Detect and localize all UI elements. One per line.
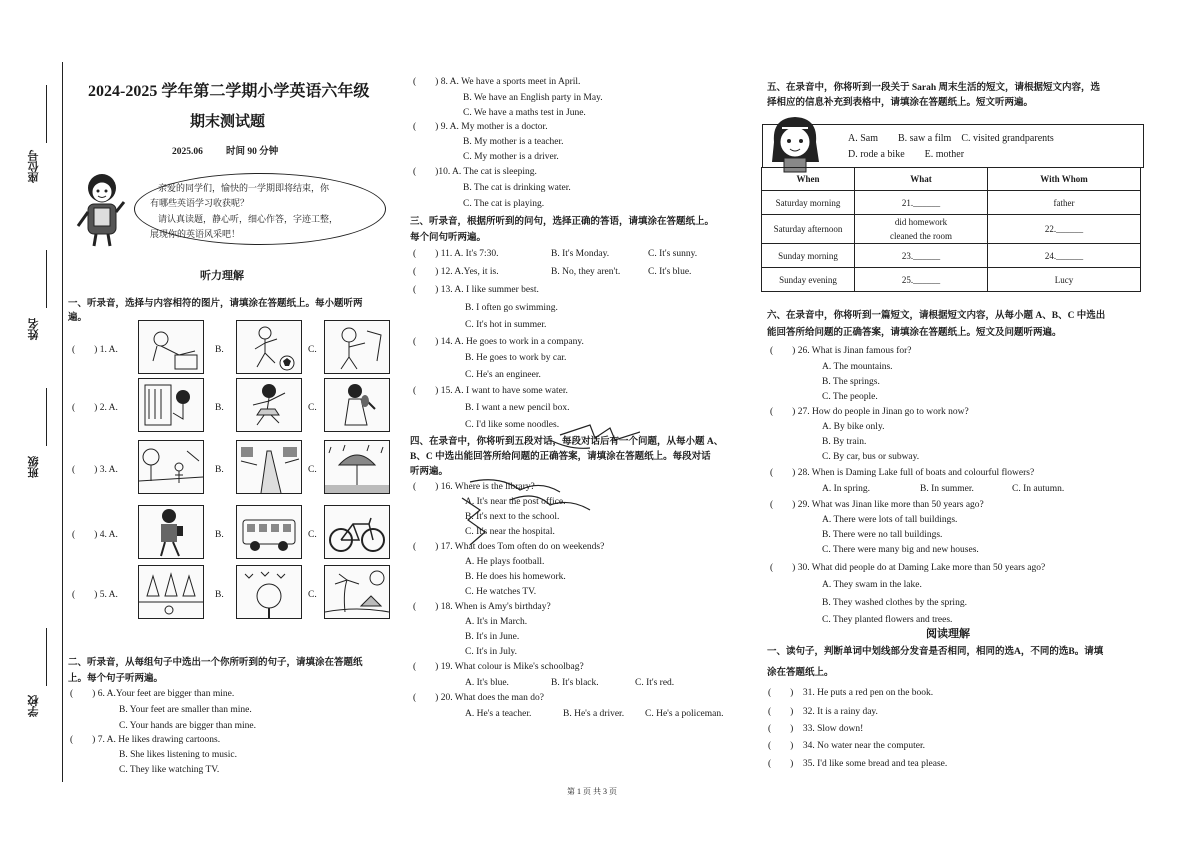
q12-option-b: B. No, they aren't. [551,267,621,277]
q20-option-a: A. He's a teacher. [465,709,532,719]
painting-boy-icon[interactable] [324,320,390,374]
rain-umbrella-icon[interactable] [324,440,390,494]
q26-option-c: C. The people. [822,392,878,402]
q15-option-b: B. I want a new pencil box. [465,403,570,413]
drawing-boy-icon[interactable] [138,320,204,374]
football-boy-icon[interactable] [236,320,302,374]
part1-instruction-2: 遍。 [68,313,88,323]
exam-duration: 时间 90 分钟 [226,147,279,157]
q2-label-a: ( ) 2. A. [72,403,118,413]
q12-option-a: ( ) 12. A.Yes, it is. [413,267,499,277]
table-cell: Sunday evening [762,268,855,292]
part2-instruction-1: 二、听录音，从每组句子中选出一个你所听到的句子，请填涂在答题纸 [68,658,363,668]
q1-label-c: C. [308,345,317,355]
q33-sentence: ( ) 33. Slow down! [768,724,864,734]
q14-option-a: ( ) 14. A. He goes to work in a company. [413,337,584,347]
q7-option-b: B. She likes listening to music. [119,750,237,760]
class-label: 班级 [28,456,40,478]
q31-sentence: ( ) 31. He puts a red pen on the book. [768,688,934,698]
class-line [46,388,47,446]
q28-option-a: A. In spring. [822,484,871,494]
part4-instruction-3: 听两遍。 [410,467,449,477]
q6-option-b: B. Your feet are smaller than mine. [119,705,252,715]
binding-line [62,62,63,782]
table-row [762,191,1141,215]
table-header: With Whom [988,168,1141,191]
reading-instruction-2: 涂在答题纸上。 [767,668,834,678]
intro-line-2: 有哪些英语学习收获呢？ [150,198,250,208]
part5-instruction-1: 五、在录音中，你将听到一段关于 Sarah 周末生活的短文，请根据短文内容，选 [767,83,1101,93]
q29-question: ( ) 29. What was Jinan like more than 50 years ago? [770,500,984,510]
school-label: 学校 [28,695,40,717]
beach-palm-icon[interactable] [324,565,390,619]
pen-scribble-marks [440,420,640,550]
q3-label-a: ( ) 3. A. [72,465,118,475]
part6-instruction-2: 能回答所给问题的正确答案，请填涂在答题纸上。短文及问题听两遍。 [767,328,1062,338]
q27-option-b: B. By train. [822,437,867,447]
name-label: 姓名 [28,318,40,340]
part6-instruction-1: 六、在录音中，你将听到一篇短文，请根据短文内容，从每小题 A、B、C 中选出 [767,311,1106,321]
q28-option-c: C. In autumn. [1012,484,1065,494]
bus-icon[interactable] [236,505,302,559]
q18-option-a: A. It's in March. [465,617,528,627]
table-cell: Saturday morning [762,191,855,215]
intro-line-4: 展现你的英语风采吧！ [150,229,241,239]
q14-option-b: B. He goes to work by car. [465,353,567,363]
q32-sentence: ( ) 32. It is a rainy day. [768,707,878,717]
student-mascot-icon [74,168,130,248]
table-cell: Lucy [988,268,1141,292]
q9-option-c: C. My mother is a driver. [463,152,559,162]
q9-option-a: ( ) 9. A. My mother is a doctor. [413,122,548,132]
q18-option-b: B. It's in June. [465,632,520,642]
listening-section-title: 听力理解 [200,270,244,282]
q8-option-c: C. We have a maths test in June. [463,108,586,118]
q30-option-b: B. They washed clothes by the spring. [822,598,967,608]
seat-number-label: 座位号 [28,150,40,183]
q27-option-a: A. By bike only. [822,422,885,432]
table-cell: father [988,191,1141,215]
q29-option-b: B. There were no tall buildings. [822,530,943,540]
q30-option-c: C. They planted flowers and trees. [822,615,953,625]
part3-instruction-1: 三、听录音，根据所听到的问句，选择正确的答语，请填涂在答题纸上。 [410,217,715,227]
table-cell: 23.______ [855,244,988,268]
part4-instruction-2: B、C 中选出能回答所给问题的正确答案，请填涂在答题纸上。每段对话 [410,452,711,462]
q26-option-b: B. The springs. [822,377,880,387]
q6-option-a: ( ) 6. A.Your feet are bigger than mine. [70,689,235,699]
intro-line-3: 请认真读题，静心听，细心作答，字迹工整， [158,214,339,224]
trees-scene-icon[interactable] [138,565,204,619]
q16-option-b: B. It's next to the school. [465,512,560,522]
q16-option-a: A. It's near the post office. [465,497,566,507]
q4-label-a: ( ) 4. A. [72,530,118,540]
q2-label-c: C. [308,403,317,413]
q29-option-a: A. There were lots of tall buildings. [822,515,958,525]
q14-option-c: C. He's an engineer. [465,370,541,380]
q27-option-c: C. By car, bus or subway. [822,452,920,462]
intro-line-1: 亲爱的同学们，愉快的一学期即将结束，你 [158,183,330,193]
q4-label-c: C. [308,530,317,540]
q17-option-a: A. He plays football. [465,557,545,567]
q5-label-b: B. [215,590,224,600]
table-cell: 25.______ [855,268,988,292]
page-footer: 第 1 页 共 3 页 [567,787,617,796]
word-bank-line-1: A. Sam B. saw a film C. visited grandparents [848,133,1054,144]
q16-option-c: C. It's near the hospital. [465,527,555,537]
tree-birds-icon[interactable] [236,565,302,619]
q34-sentence: ( ) 34. No water near the computer. [768,741,925,751]
q6-option-c: C. Your hands are bigger than mine. [119,721,256,731]
reading-section-title: 阅读理解 [926,628,970,640]
part2-instruction-2: 上。每个句子听两遍。 [68,674,164,684]
q1-label-a: ( ) 1. A. [72,345,118,355]
q10-option-c: C. The cat is playing. [463,199,545,209]
q19-option-a: A. It's blue. [465,678,509,688]
q5-label-a: ( ) 5. A. [72,590,118,600]
q26-question: ( ) 26. What is Jinan famous for? [770,346,912,356]
table-row [762,215,1141,244]
q30-option-a: A. They swam in the lake. [822,580,922,590]
q9-option-b: B. My mother is a teacher. [463,137,564,147]
q20-option-c: C. He's a policeman. [645,709,724,719]
table-row [762,268,1141,292]
school-line [46,628,47,686]
q11-option-a: ( ) 11. A. It's 7:30. [413,249,499,259]
piano-girl-icon[interactable] [138,378,204,432]
table-header: When [762,168,855,191]
bicycle-icon[interactable] [324,505,390,559]
q10-option-a: ( )10. A. The cat is sleeping. [413,167,537,177]
q7-option-a: ( ) 7. A. He likes drawing cartoons. [70,735,221,745]
q1-label-b: B. [215,345,224,355]
q15-option-c: C. I'd like some noodles. [465,420,560,430]
table-cell: 24.______ [988,244,1141,268]
q12-option-c: C. It's blue. [648,267,692,277]
q18-option-c: C. It's in July. [465,647,518,657]
q8-option-a: ( ) 8. A. We have a sports meet in April. [413,77,581,87]
q35-sentence: ( ) 35. I'd like some bread and tea please. [768,759,948,769]
q26-option-a: A. The mountains. [822,362,893,372]
part5-instruction-2: 择相应的信息补充到表格中，请填涂在答题纸上。短文听两遍。 [767,98,1034,108]
table-cell: did homework cleaned the room [855,215,988,244]
q28-question: ( ) 28. When is Daming Lake full of boats and colourful flowers? [770,468,1035,478]
violin-girl-icon[interactable] [324,378,390,432]
q7-option-c: C. They like watching TV. [119,765,220,775]
q13-option-b: B. I often go swimming. [465,303,558,313]
q17-option-c: C. He watches TV. [465,587,537,597]
q4-label-b: B. [215,530,224,540]
q17-option-b: B. He does his homework. [465,572,566,582]
word-bank-line-2: D. rode a bike E. mother [848,149,965,160]
q15-option-a: ( ) 15. A. I want to have some water. [413,386,568,396]
q19-option-c: C. It's red. [635,678,675,688]
q11-option-b: B. It's Monday. [551,249,610,259]
q19-question: ( ) 19. What colour is Mike's schoolbag? [413,662,584,672]
weekend-schedule-table [761,167,1141,292]
q27-question: ( ) 27. How do people in Jinan go to work now? [770,407,969,417]
q13-option-a: ( ) 13. A. I like summer best. [413,285,539,295]
q11-option-c: C. It's sunny. [648,249,698,259]
q19-option-b: B. It's black. [551,678,599,688]
table-cell: Sunday morning [762,244,855,268]
seat-number-line [46,85,47,143]
dancing-girl-icon[interactable] [236,378,302,432]
table-cell: 21.______ [855,191,988,215]
q2-label-b: B. [215,403,224,413]
q10-option-b: B. The cat is drinking water. [463,183,571,193]
page-subtitle: 期末测试题 [190,114,266,130]
table-header: What [855,168,988,191]
name-line [46,250,47,308]
table-cell: 22.______ [988,215,1141,244]
q5-label-c: C. [308,590,317,600]
part1-instruction-1: 一、听录音，选择与内容相符的图片，请填涂在答题纸上。每小题听两 [68,299,363,309]
walking-boy-icon[interactable] [138,505,204,559]
q13-option-c: C. It's hot in summer. [465,320,547,330]
reading-instruction-1: 一、读句子，判断单词中划线部分发音是否相同，相同的选A，不同的选B。请填 [767,647,1104,657]
road-scene-icon[interactable] [236,440,302,494]
page-title: 2024-2025 学年第二学期小学英语六年级 [88,83,370,100]
q29-option-c: C. There were many big and new houses. [822,545,979,555]
q30-question: ( ) 30. What did people do at Daming Lake more than 50 years ago? [770,563,1046,573]
table-row [762,244,1141,268]
table-cell: Saturday afternoon [762,215,855,244]
part4-instruction-1: 四、在录音中，你将听到五段对话，每段对话后有一个问题，从每小题 A、 [410,437,724,447]
q17-question: ( ) 17. What does Tom often do on weekends? [413,542,605,552]
park-scene-icon[interactable] [138,440,204,494]
q8-option-b: B. We have an English party in May. [463,93,603,103]
q18-question: ( ) 18. When is Amy's birthday? [413,602,551,612]
part3-instruction-2: 每个问句听两遍。 [410,233,487,243]
girl-portrait-icon [764,112,826,174]
q20-option-b: B. He's a driver. [563,709,625,719]
q20-question: ( ) 20. What does the man do? [413,693,544,703]
q3-label-c: C. [308,465,317,475]
q28-option-b: B. In summer. [920,484,974,494]
exam-date: 2025.06 [172,147,203,157]
q3-label-b: B. [215,465,224,475]
q16-question: ( ) 16. Where is the library? [413,482,535,492]
